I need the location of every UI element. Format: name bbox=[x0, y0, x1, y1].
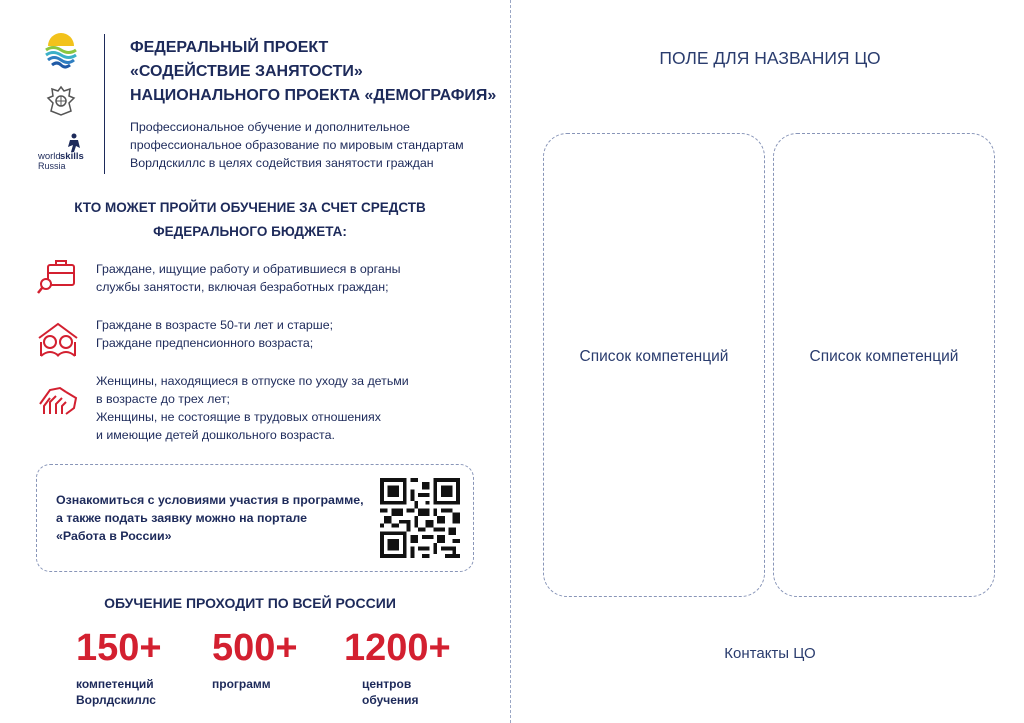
stat-value: 1200+ bbox=[344, 627, 451, 669]
project-title bbox=[130, 36, 497, 108]
item-line: Граждане, ищущие работу и обратившиеся в органы bbox=[96, 262, 401, 276]
center-contacts: Контакты ЦО bbox=[724, 645, 816, 662]
heading-line: КТО МОЖЕТ ПРОЙТИ ОБУЧЕНИЕ ЗА СЧЕТ СРЕДСТВ bbox=[74, 200, 426, 215]
stat-label-line: центров bbox=[362, 677, 412, 691]
briefcase-search-icon bbox=[36, 256, 80, 296]
project-subtitle bbox=[130, 118, 490, 172]
competencies-card-left bbox=[543, 133, 765, 597]
item-line: в возрасте до трех лет; bbox=[96, 392, 230, 406]
competencies-list-label: Список компетенций bbox=[809, 348, 959, 365]
qr-code-icon[interactable] bbox=[380, 478, 460, 558]
title-line: «СОДЕЙСТВИЕ ЗАНЯТОСТИ» bbox=[130, 63, 363, 80]
hands-care-icon bbox=[36, 378, 80, 418]
stat-label bbox=[212, 676, 298, 692]
stat-label-line: Ворлдскиллс bbox=[76, 693, 156, 707]
item-line: Женщины, находящиеся в отпуске по уходу за детьми bbox=[96, 374, 409, 388]
stat-centers bbox=[344, 628, 451, 708]
stat-label-line: обучения bbox=[362, 693, 419, 707]
sun-waves-logo-icon bbox=[44, 30, 78, 70]
eligibility-item-1 bbox=[96, 260, 401, 296]
item-line: Граждане в возрасте 50-ти лет и старше; bbox=[96, 318, 334, 332]
stat-label bbox=[344, 676, 451, 708]
stat-competencies bbox=[76, 628, 162, 708]
subtitle-line: Профессиональное обучение и дополнительное bbox=[130, 120, 410, 134]
subtitle-line: профессиональное образование по мировым стандартам bbox=[130, 138, 464, 152]
portal-line: а также подать заявку можно на портале bbox=[56, 511, 308, 525]
worldskills-russia-logo-icon bbox=[38, 130, 94, 174]
competencies-list-label: Список компетенций bbox=[579, 348, 729, 365]
logo-russia-text: Russia bbox=[38, 161, 66, 171]
subtitle-line: Ворлдскиллс в целях содействия занятости граждан bbox=[130, 156, 434, 170]
heading-line: ФЕДЕРАЛЬНОГО БЮДЖЕТА: bbox=[153, 224, 347, 239]
stat-label-line: программ bbox=[212, 677, 271, 691]
portal-line: Ознакомиться с условиями участия в программе, bbox=[56, 493, 364, 507]
stat-programs bbox=[212, 628, 298, 692]
title-line: НАЦИОНАЛЬНОГО ПРОЕКТА «ДЕМОГРАФИЯ» bbox=[130, 87, 497, 104]
stat-label-line: компетенций bbox=[76, 677, 154, 691]
eligibility-item-3 bbox=[96, 372, 409, 444]
logo-world-text: world bbox=[38, 151, 61, 162]
portal-info-text bbox=[56, 491, 364, 545]
logo-skills-text: skills bbox=[60, 151, 84, 162]
logo-separator bbox=[104, 34, 105, 174]
stat-label bbox=[76, 676, 162, 708]
item-line: службы занятости, включая безработных граждан; bbox=[96, 280, 389, 294]
title-line: ФЕДЕРАЛЬНЫЙ ПРОЕКТ bbox=[130, 39, 329, 56]
seniors-icon bbox=[36, 318, 80, 358]
portal-line: «Работа в России» bbox=[56, 529, 172, 543]
stat-value: 150+ bbox=[76, 627, 162, 669]
center-name-field: ПОЛЕ ДЛЯ НАЗВАНИЯ ЦО bbox=[659, 48, 881, 68]
item-line: Граждане предпенсионного возраста; bbox=[96, 336, 314, 350]
item-line: и имеющие детей дошкольного возраста. bbox=[96, 428, 335, 442]
item-line: Женщины, не состоящие в трудовых отношениях bbox=[96, 410, 381, 424]
page-fold-divider bbox=[510, 0, 511, 723]
stat-value: 500+ bbox=[212, 627, 298, 669]
competencies-card-right bbox=[773, 133, 995, 597]
eligibility-heading bbox=[40, 196, 460, 244]
stats-heading: ОБУЧЕНИЕ ПРОХОДИТ ПО ВСЕЙ РОССИИ bbox=[104, 595, 396, 611]
eligibility-item-2 bbox=[96, 316, 333, 352]
coat-of-arms-icon bbox=[46, 84, 76, 118]
